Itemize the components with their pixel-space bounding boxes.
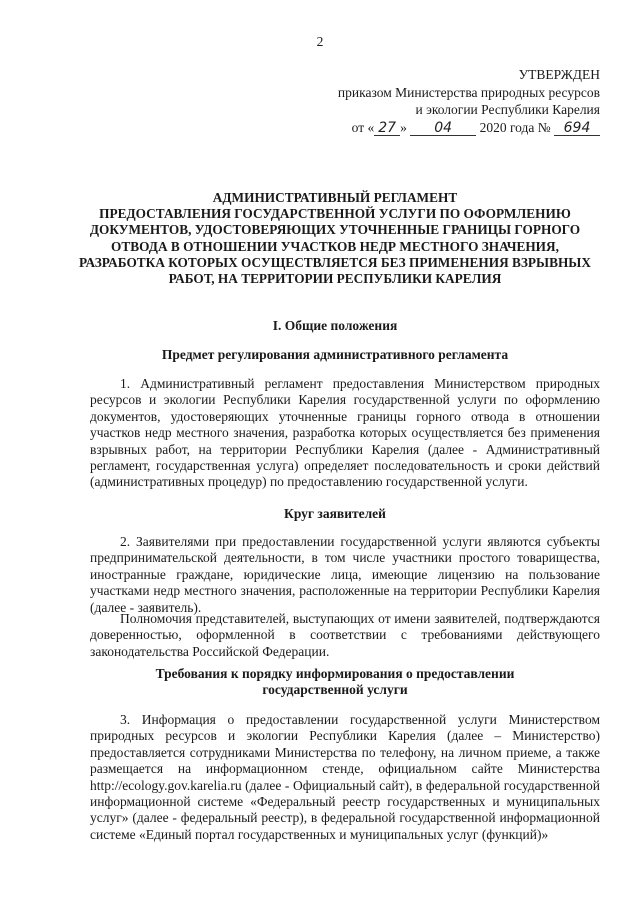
title-line: ОТВОДА В ОТНОШЕНИИ УЧАСТКОВ НЕДР МЕСТНОГО ЗНАЧЕНИЯ, [111, 238, 559, 254]
document-title [70, 190, 600, 287]
subsection-heading-line: Требования к порядку информирования о предоставлении [155, 666, 515, 681]
handwritten-month: 04 [410, 121, 476, 136]
section-heading-general: I. Общие положения [272, 318, 398, 333]
title-line: РАБОТ, НА ТЕРРИТОРИИ РЕСПУБЛИКИ КАРЕЛИЯ [168, 271, 502, 287]
approval-ministry-line: и экологии Республики Карелия [415, 102, 600, 117]
title-line: РАЗРАБОТКА КОТОРЫХ ОСУЩЕСТВЛЯЕТСЯ БЕЗ ПРИМЕНЕНИЯ ВЗРЫВНЫХ [79, 254, 591, 270]
page-number: 2 [316, 34, 324, 49]
title-line: АДМИНИСТРАТИВНЫЙ РЕГЛАМЕНТ [212, 190, 458, 205]
approval-block [338, 66, 600, 136]
title-line: ПРЕДОСТАВЛЕНИЯ ГОСУДАРСТВЕННОЙ УСЛУГИ ПО ОФОРМЛЕНИЮ [99, 206, 571, 222]
paragraph-3: Полномочия представителей, выступающих от имени заявителей, подтверждаются доверенностью, оформленной в соответствии с требованиями действующего законодательства Российской Федерации. [90, 611, 600, 659]
approval-date-line [338, 119, 600, 137]
date-prefix: от « [351, 119, 375, 135]
paragraph-2: 2. Заявителями при предоставлении государственной услуги являются субъекты предпринимательской деятельности, в том числе участники простого товарищества, иностранные граждане, юридические лица, имеющие лицензию на пользование участками недр местного значения, расположенные на территории Республики Карелия (далее - заявитель). [90, 534, 600, 615]
subsection-heading-subject: Предмет регулирования административного регламента [161, 347, 509, 362]
handwritten-order-number: 694 [554, 121, 600, 136]
approval-order-line: приказом Министерства природных ресурсов [337, 84, 600, 100]
approval-title: УТВЕРЖДЕН [518, 67, 600, 82]
subsection-heading-informing [70, 666, 600, 698]
handwritten-day: 27 [374, 121, 400, 136]
subsection-heading-line: государственной услуги [262, 682, 408, 697]
title-line: ДОКУМЕНТОВ, УДОСТОВЕРЯЮЩИХ УТОЧНЕННЫЕ ГРАНИЦЫ ГОРНОГО [89, 222, 581, 238]
date-mid: » [400, 119, 407, 135]
subsection-heading-applicants: Круг заявителей [284, 506, 386, 521]
paragraph-1: 1. Административный регламент предоставления Министерством природных ресурсов и экологии Республики Карелия государственной услуги по оформлению документов, удостоверяющих уточненные границы горного отвода в отношении участков недр местного значения, разработка которых осуществляется без применения взрывных работ, на территории Республики Карелия (далее - Административный регламент, государственная услуга) определяет последовательность и сроки действий (административных процедур) по предоставлению государственной услуги. [90, 376, 600, 490]
date-year: 2020 года № [479, 119, 551, 135]
paragraph-4: 3. Информация о предоставлении государственной услуги Министерством природных ресурсов и экологии Республики Карелия (далее – Министерство) предоставляется сотрудниками Министерства по телефону, на личном приеме, а также размещается на информационном стенде, официальном сайте Министерства http://ecology.gov.karelia.ru (далее - Официальный сайт), в федеральной государственной информационной системе «Федеральный реестр государственных и муниципальных услуг» (далее - федеральный реестр), в федеральной государственной информационной системе «Единый портал государственных и муниципальных услуг (функций)» [90, 712, 600, 842]
